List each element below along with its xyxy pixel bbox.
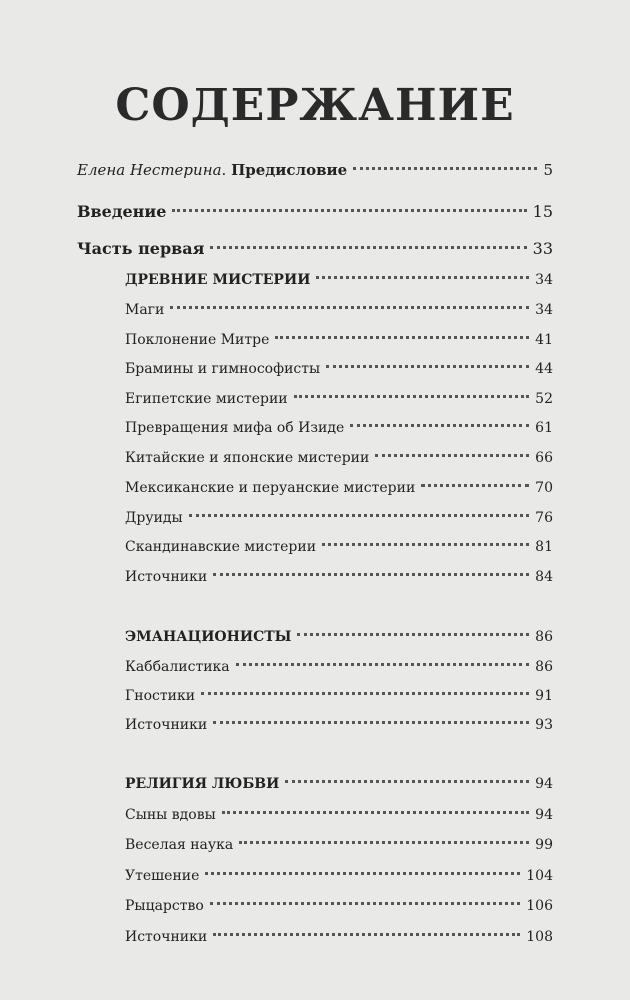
leader-dots — [222, 811, 529, 814]
page-number: 34 — [535, 272, 553, 288]
leader-dots — [213, 933, 520, 936]
leader-dots — [210, 246, 526, 249]
toc-entry[interactable] — [125, 894, 553, 918]
leader-dots — [205, 872, 520, 875]
toc-entry-label: ДРЕВНИЕ МИСТЕРИИ — [125, 272, 311, 288]
page-title: СОДЕРЖАНИЕ — [115, 80, 515, 131]
page-number: 94 — [535, 807, 553, 823]
page-number: 41 — [535, 332, 553, 348]
page-number: 52 — [535, 391, 553, 407]
toc-entry[interactable] — [125, 565, 553, 589]
preface-author: Елена Нестерина — [77, 161, 222, 179]
toc-entry-label: Гностики — [125, 688, 196, 704]
toc-entry-label — [77, 158, 347, 182]
page-number: 70 — [535, 480, 553, 496]
toc-entry[interactable] — [125, 476, 553, 500]
leader-dots — [294, 395, 530, 398]
page-number: 15 — [532, 202, 553, 221]
leader-dots — [213, 721, 529, 724]
leader-dots — [297, 633, 529, 636]
toc-entry-part-one[interactable] — [77, 237, 553, 261]
page-number: 94 — [535, 776, 553, 792]
page-number: 81 — [535, 539, 553, 555]
toc-entry[interactable] — [125, 506, 553, 530]
toc-entry-label: Египетские мистерии — [125, 391, 288, 407]
toc-entry[interactable] — [125, 328, 553, 352]
leader-dots — [210, 902, 520, 905]
page-number: 108 — [526, 929, 553, 945]
page-number: 44 — [535, 361, 553, 377]
page-number: 76 — [535, 510, 553, 526]
toc-entry[interactable] — [125, 535, 553, 559]
toc-entry-label: Маги — [125, 302, 165, 318]
toc-entry[interactable] — [125, 446, 553, 470]
leader-dots — [421, 484, 529, 487]
toc-section-ancient-mysteries[interactable] — [125, 268, 553, 292]
leader-dots — [326, 365, 529, 368]
toc-entry-label: Сыны вдовы — [125, 807, 216, 823]
toc-entry-label: Друиды — [125, 510, 183, 526]
leader-dots — [236, 663, 530, 666]
page-number: 91 — [535, 688, 553, 704]
toc-entry-label: Каббалистика — [125, 659, 230, 675]
toc-entry-label: Источники — [125, 569, 208, 585]
page-number: 66 — [535, 450, 553, 466]
page-number: 106 — [526, 898, 553, 914]
leader-dots — [350, 424, 529, 427]
leader-dots — [322, 543, 529, 546]
toc-entry-label: Превращения мифа об Изиде — [125, 420, 345, 436]
leader-dots — [375, 454, 529, 457]
toc-entry[interactable] — [125, 713, 553, 737]
toc-entry-label: Поклонение Митре — [125, 332, 270, 348]
leader-dots — [353, 167, 537, 170]
toc-entry[interactable] — [125, 833, 553, 857]
toc-entry-label: Утешение — [125, 868, 200, 884]
page-number: 33 — [532, 239, 553, 258]
page-number: 84 — [535, 569, 553, 585]
toc-entry-label: Рыцарство — [125, 898, 204, 914]
page-number: 99 — [535, 837, 553, 853]
toc-entry-label: Мексиканские и перуанские мистерии — [125, 480, 416, 496]
toc-section-religion-of-love[interactable] — [125, 772, 553, 796]
toc-entry-label: Источники — [125, 717, 208, 733]
leader-dots — [285, 780, 529, 783]
toc-entry-label: Введение — [77, 202, 167, 221]
page-number: 5 — [543, 161, 553, 179]
preface-label: Предисловие — [231, 161, 348, 179]
leader-dots — [239, 841, 529, 844]
toc-entry-label: РЕЛИГИЯ ЛЮБВИ — [125, 776, 280, 792]
page-number: 86 — [535, 629, 553, 645]
leader-dots — [213, 573, 529, 576]
toc-entry[interactable] — [125, 864, 553, 888]
toc-entry[interactable] — [125, 416, 553, 440]
toc-section-emanationists[interactable] — [125, 625, 553, 649]
toc-entry-label: ЭМАНАЦИОНИСТЫ — [125, 629, 292, 645]
toc-entry[interactable] — [125, 925, 553, 949]
toc-entry-label: Брамины и гимнософисты — [125, 361, 321, 377]
toc-entry[interactable] — [125, 803, 553, 827]
toc-entry[interactable] — [125, 387, 553, 411]
toc-entry-preface[interactable] — [77, 158, 553, 182]
toc-entry-introduction[interactable] — [77, 200, 553, 224]
toc-entry-label: Часть первая — [77, 239, 205, 258]
toc-entry-label: Китайские и японские мистерии — [125, 450, 370, 466]
leader-dots — [275, 336, 529, 339]
toc-entry-label: Веселая наука — [125, 837, 234, 853]
toc-entry-label: Скандинавские мистерии — [125, 539, 317, 555]
page-number: 86 — [535, 659, 553, 675]
toc-entry[interactable] — [125, 655, 553, 679]
leader-dots — [189, 514, 529, 517]
leader-dots — [172, 209, 526, 212]
toc-entry-label: Источники — [125, 929, 208, 945]
toc-entry[interactable] — [125, 684, 553, 708]
page-number: 61 — [535, 420, 553, 436]
preface-separator: . — [221, 161, 232, 179]
leader-dots — [316, 276, 529, 279]
page-number: 93 — [535, 717, 553, 733]
leader-dots — [201, 692, 529, 695]
page-number: 104 — [526, 868, 553, 884]
page-number: 34 — [535, 302, 553, 318]
toc-entry[interactable] — [125, 298, 553, 322]
toc-entry[interactable] — [125, 357, 553, 381]
leader-dots — [170, 306, 529, 309]
